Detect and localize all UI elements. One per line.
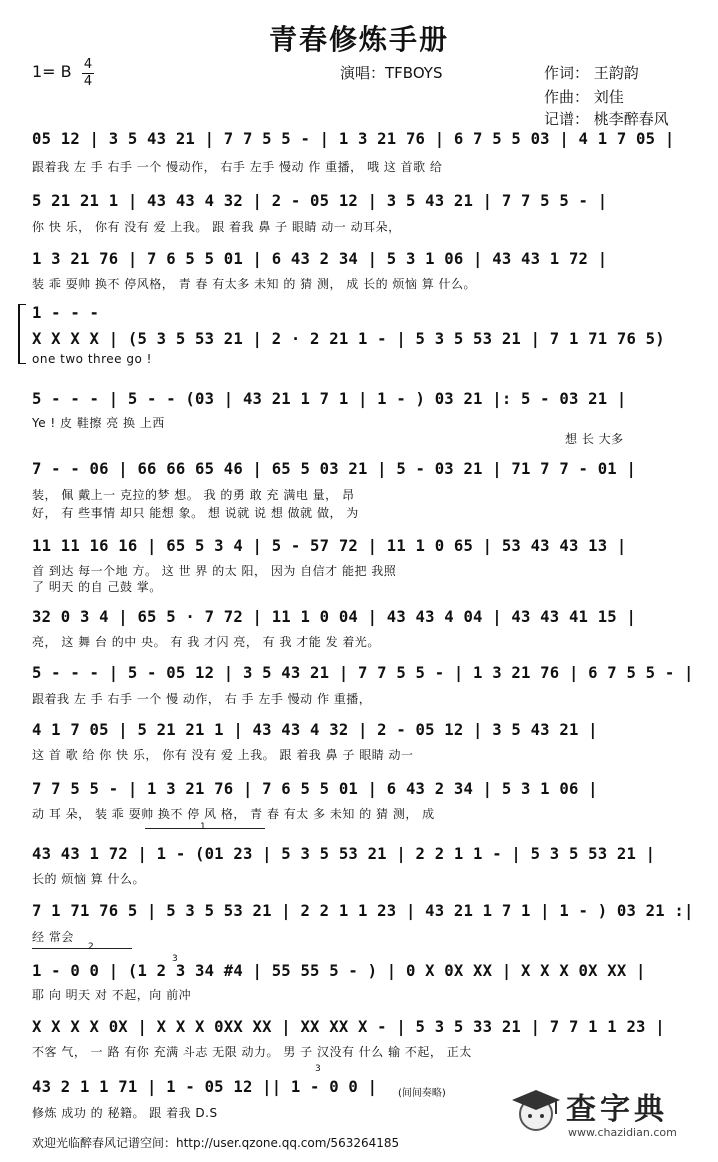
- watermark-logo: [508, 1082, 704, 1144]
- notation-row-12: 43 43 1 72 | 1 - (01 23 | 5 3 5 53 21 | 2 2 1 1 - | 5 3 5 53 21 |: [32, 845, 656, 863]
- composer-credit: 作曲： 刘佳: [544, 88, 624, 106]
- transcriber-credit: 记谱： 桃李醉春风: [544, 110, 669, 128]
- notation-row-11: 7 7 5 5 - | 1 3 21 76 | 7 6 5 5 01 | 6 43 2 34 | 5 3 1 06 |: [32, 780, 598, 798]
- notation-row-10: 4 1 7 05 | 5 21 21 1 | 43 43 4 32 | 2 - 05 12 | 3 5 43 21 |: [32, 721, 598, 739]
- lyric-row-15: 不客 气， 一 路 有你 充满 斗志 无限 动力。 男 子 汉没有 什么 输 不起， 正太: [32, 1045, 472, 1059]
- lyric-row-6b: 好， 有 些事情 却只 能想 象。 想 说就 说 想 做就 做， 为: [32, 506, 359, 520]
- volta-2-line: [32, 948, 132, 949]
- lyric-row-7b: 了 明天 的自 己鼓 掌。: [32, 580, 162, 594]
- notation-row-8: 32 0 3 4 | 65 5 · 7 72 | 11 1 0 04 | 43 43 4 04 | 43 43 41 15 |: [32, 608, 637, 626]
- lyric-row-8: 亮， 这 舞 台 的中 央。 有 我 才闪 亮， 有 我 才能 发 着光。: [32, 635, 380, 649]
- song-title: 青春修炼手册: [268, 23, 449, 56]
- notation-row-2: 5 21 21 1 | 43 43 4 32 | 2 - 05 12 | 3 5 43 21 | 7 7 5 5 - |: [32, 192, 608, 210]
- lyric-row-11: 动 耳 朵， 装 乖 耍帅 换不 停 风 格， 青 春 有太 多 未知 的 猜 测， 成: [32, 807, 435, 821]
- notation-row-4b: X X X X | (5 3 5 53 21 | 2 · 2 21 1 - | 5 3 5 53 21 | 7 1 71 76 5): [32, 330, 665, 348]
- notation-row-16: 43 2 1 1 71 | 1 - 05 12 || 1 - 0 0 |: [32, 1078, 378, 1096]
- lyricist-credit: 作词： 王韵韵: [544, 64, 639, 82]
- system-bracket: [18, 304, 26, 364]
- lyric-row-16: 修炼 成功 的 秘籍。 跟 着我 D.S: [32, 1106, 218, 1120]
- lyric-row-10: 这 首 歌 给 你 快 乐， 你有 没有 爱 上我。 跟 着我 鼻 子 眼睛 动一: [32, 748, 414, 762]
- volta-1-number: 1: [200, 822, 206, 832]
- footer-credit: 欢迎光临醉春风记谱空间：http://user.qzone.qq.com/563264185: [32, 1136, 400, 1150]
- watermark-name: 查字典: [566, 1092, 668, 1127]
- lyric-row-1: 跟着我 左 手 右手 一个 慢动作， 右手 左手 慢动 作 重播， 哦 这 首歌 给: [32, 160, 443, 174]
- notation-row-6: 7 - - 06 | 66 66 65 46 | 65 5 03 21 | 5 - 03 21 | 71 7 7 - 01 |: [32, 460, 637, 478]
- time-signature: [82, 58, 94, 89]
- lyric-row-2: 你 快 乐， 你有 没有 爱 上我。 跟 着我 鼻 子 眼睛 动一 动耳朵，: [32, 220, 401, 234]
- notation-row-4a: 1 - - -: [32, 304, 100, 322]
- notation-row-7: 11 11 16 16 | 65 5 3 4 | 5 - 57 72 | 11 1 0 65 | 53 43 43 13 |: [32, 537, 627, 555]
- notation-row-1: 05 12 | 3 5 43 21 | 7 7 5 5 - | 1 3 21 76 | 6 7 5 5 03 | 4 1 7 05 |: [32, 130, 675, 148]
- lyric-row-7a: 首 到达 每一个地 方。 这 世 界 的太 阳， 因为 自信才 能把 我照: [32, 564, 397, 578]
- lyric-row-12: 长的 烦恼 算 什么。: [32, 872, 145, 886]
- lyric-row-5b: 想 长 大多: [565, 432, 624, 446]
- watermark-url: www.chazidian.com: [568, 1126, 677, 1139]
- graduation-cap-icon: [508, 1082, 564, 1138]
- singer-credit: 演唱：TFBOYS: [340, 64, 443, 82]
- lyric-row-14: 耶 向 明天 对 不起，向 前冲: [32, 988, 192, 1002]
- notation-row-5: 5 - - - | 5 - - (03 | 43 21 1 7 1 | 1 - ) 03 21 |: 5 - 03 21 |: [32, 390, 627, 408]
- lyric-row-9: 跟着我 左 手 右手 一个 慢 动作， 右 手 左手 慢动 作 重播，: [32, 692, 372, 706]
- lyric-row-5a: Ye ! 皮 鞋擦 亮 换 上西: [32, 416, 165, 430]
- triplet-marker-2: 3: [315, 1064, 321, 1074]
- triplet-marker-1: 3: [172, 954, 178, 964]
- lyric-row-4: one two three go !: [32, 352, 152, 366]
- notation-row-9: 5 - - - | 5 - 05 12 | 3 5 43 21 | 7 7 5 5 - | 1 3 21 76 | 6 7 5 5 - |: [32, 664, 694, 682]
- notation-row-13: 7 1 71 76 5 | 5 3 5 53 21 | 2 2 1 1 23 | 43 21 1 7 1 | 1 - ) 03 21 :|: [32, 902, 694, 920]
- lyric-row-3: 装 乖 耍帅 换不 停风格， 青 春 有太多 未知 的 猜 测， 成 长的 烦恼 算 什么。: [32, 277, 477, 291]
- notation-row-15: X X X X 0X | X X X 0XX XX | XX XX X - | 5 3 5 33 21 | 7 7 1 1 23 |: [32, 1018, 665, 1036]
- volta-2-number: 2: [88, 942, 94, 952]
- notation-row-14: 1 - 0 0 | (1 2 3 34 #4 | 55 55 5 - ) | 0 X 0X XX | X X X 0X XX |: [32, 962, 646, 980]
- lyric-row-13: 经 常会: [32, 930, 74, 944]
- time-denominator: 4: [83, 74, 93, 89]
- interlude-note: (间间奏略): [398, 1088, 446, 1099]
- notation-row-3: 1 3 21 76 | 7 6 5 5 01 | 6 43 2 34 | 5 3 1 06 | 43 43 1 72 |: [32, 250, 608, 268]
- time-numerator: 4: [83, 57, 93, 72]
- key-signature: 1= B: [32, 62, 72, 81]
- lyric-row-6a: 装， 佩 戴上一 克拉的梦 想。 我 的勇 敢 充 满电 量， 昂: [32, 488, 355, 502]
